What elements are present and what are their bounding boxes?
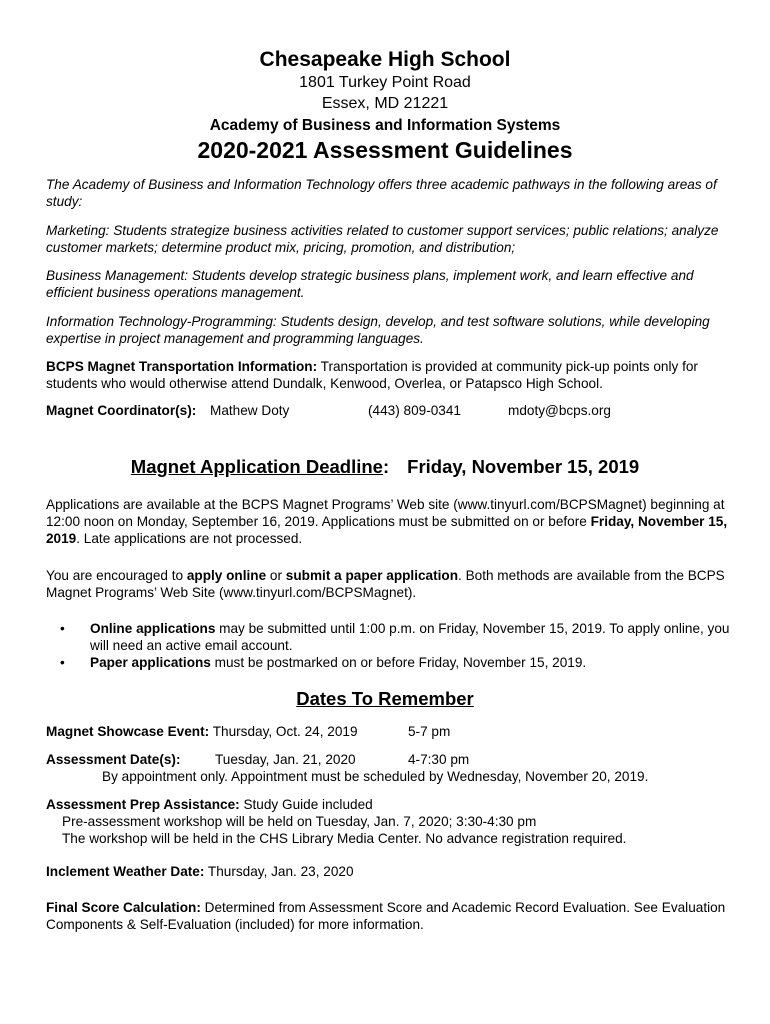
address-line-1: 1801 Turkey Point Road	[299, 74, 471, 91]
assessment-label: Assessment Date(s):	[46, 752, 181, 767]
prep-label: Assessment Prep Assistance:	[46, 797, 240, 812]
school-name: Chesapeake High School	[259, 48, 511, 71]
coordinator-email: mdoty@bcps.org	[508, 403, 611, 418]
document-title: 2020-2021 Assessment Guidelines	[197, 137, 573, 163]
showcase-row	[46, 724, 358, 739]
paper-application-bold: submit a paper application	[285, 568, 459, 583]
coordinator-label: Magnet Coordinator(s):	[46, 403, 197, 418]
final-score-label: Final Score Calculation:	[46, 900, 201, 915]
deadline-date: Friday, November 15, 2019	[407, 456, 640, 477]
assessment-time: 4-7:30 pm	[408, 752, 470, 767]
weather-date: Thursday, Jan. 23, 2020	[204, 864, 354, 879]
bullet-icon: •	[60, 655, 65, 670]
coordinator-phone: (443) 809-0341	[368, 403, 461, 418]
weather-row	[46, 864, 354, 879]
pathway-marketing: Marketing: Students strategize business activities related to customer support services; public relations; analyze customer markets; determine product mix, pricing, promotion, and distribution;	[46, 223, 719, 255]
address-line-2: Essex, MD 21221	[321, 95, 449, 112]
academy-name: Academy of Business and Information Systems	[209, 117, 561, 134]
pathway-business-management: Business Management: Students develop strategic business plans, implement work, and learn effective and efficient business operations management.	[46, 268, 694, 300]
transportation-info	[46, 358, 736, 392]
final-score-row	[46, 899, 736, 933]
applications-deadline-bold: Friday, November 15, 2019	[46, 514, 728, 546]
deadline-colon: :	[382, 456, 390, 477]
application-deadline-heading	[0, 456, 770, 478]
prep-workshop-location: The workshop will be held in the CHS Library Media Center. No advance registration required.	[62, 831, 627, 846]
showcase-date: Thursday, Oct. 24, 2019	[209, 724, 358, 739]
coordinator-name: Mathew Doty	[210, 403, 290, 418]
showcase-time: 5-7 pm	[408, 724, 451, 739]
encourage-methods: . Both methods are available from the BCPS Magnet Programs’ Web Site (www.tinyurl.com/BCPSMagnet).	[46, 568, 725, 600]
applications-text: Applications are available at the BCPS Magnet Programs’ Web site (www.tinyurl.com/BCPSMagnet) beginning at 12:00 noon on Monday, September 16, 2019. Applications must be submitted on or before	[46, 497, 725, 529]
dates-heading-text: Dates To Remember	[296, 688, 474, 709]
dates-heading	[0, 688, 770, 710]
weather-label: Inclement Weather Date:	[46, 864, 205, 879]
online-applications-label: Online applications	[90, 621, 216, 636]
encourage-text: You are encouraged to	[46, 568, 187, 583]
prep-row	[46, 797, 373, 812]
transportation-label: BCPS Magnet Transportation Information:	[46, 359, 318, 374]
list-item	[60, 620, 730, 654]
applications-paragraph	[46, 496, 736, 547]
pathway-information-technology: Information Technology-Programming: Students design, develop, and test software solutions, while developing expertise in project management and programming languages.	[46, 314, 710, 346]
online-applications-text: may be submitted until 1:00 p.m. on Friday, November 15, 2019. To apply online, you will need an active email account.	[90, 621, 730, 653]
encouragement-paragraph	[46, 567, 736, 601]
list-item	[60, 654, 730, 671]
applications-late-note: . Late applications are not processed.	[76, 531, 303, 546]
assessment-note: By appointment only. Appointment must be scheduled by Wednesday, November 20, 2019.	[102, 769, 649, 784]
application-methods-list	[60, 620, 730, 671]
apply-online-bold: apply online	[186, 568, 267, 583]
deadline-label: Magnet Application Deadline	[130, 456, 383, 477]
paper-applications-text: must be postmarked on or before Friday, November 15, 2019.	[210, 655, 587, 670]
prep-workshop-date: Pre-assessment workshop will be held on Tuesday, Jan. 7, 2020; 3:30-4:30 pm	[62, 814, 537, 829]
encourage-or: or	[266, 568, 286, 583]
intro-text: The Academy of Business and Information Technology offers three academic pathways in the following areas of study:	[46, 177, 717, 209]
assessment-date: Tuesday, Jan. 21, 2020	[215, 752, 356, 767]
bullet-icon: •	[60, 621, 65, 636]
prep-text: Study Guide included	[239, 797, 373, 812]
final-score-text: Determined from Assessment Score and Academic Record Evaluation. See Evaluation Components & Self-Evaluation (included) for more information.	[46, 900, 726, 932]
showcase-label: Magnet Showcase Event:	[46, 724, 210, 739]
paper-applications-label: Paper applications	[90, 655, 211, 670]
transportation-text: Transportation is provided at community pick-up points only for students who would otherwise attend Dundalk, Kenwood, Overlea, or Patapsco High School.	[46, 359, 698, 391]
